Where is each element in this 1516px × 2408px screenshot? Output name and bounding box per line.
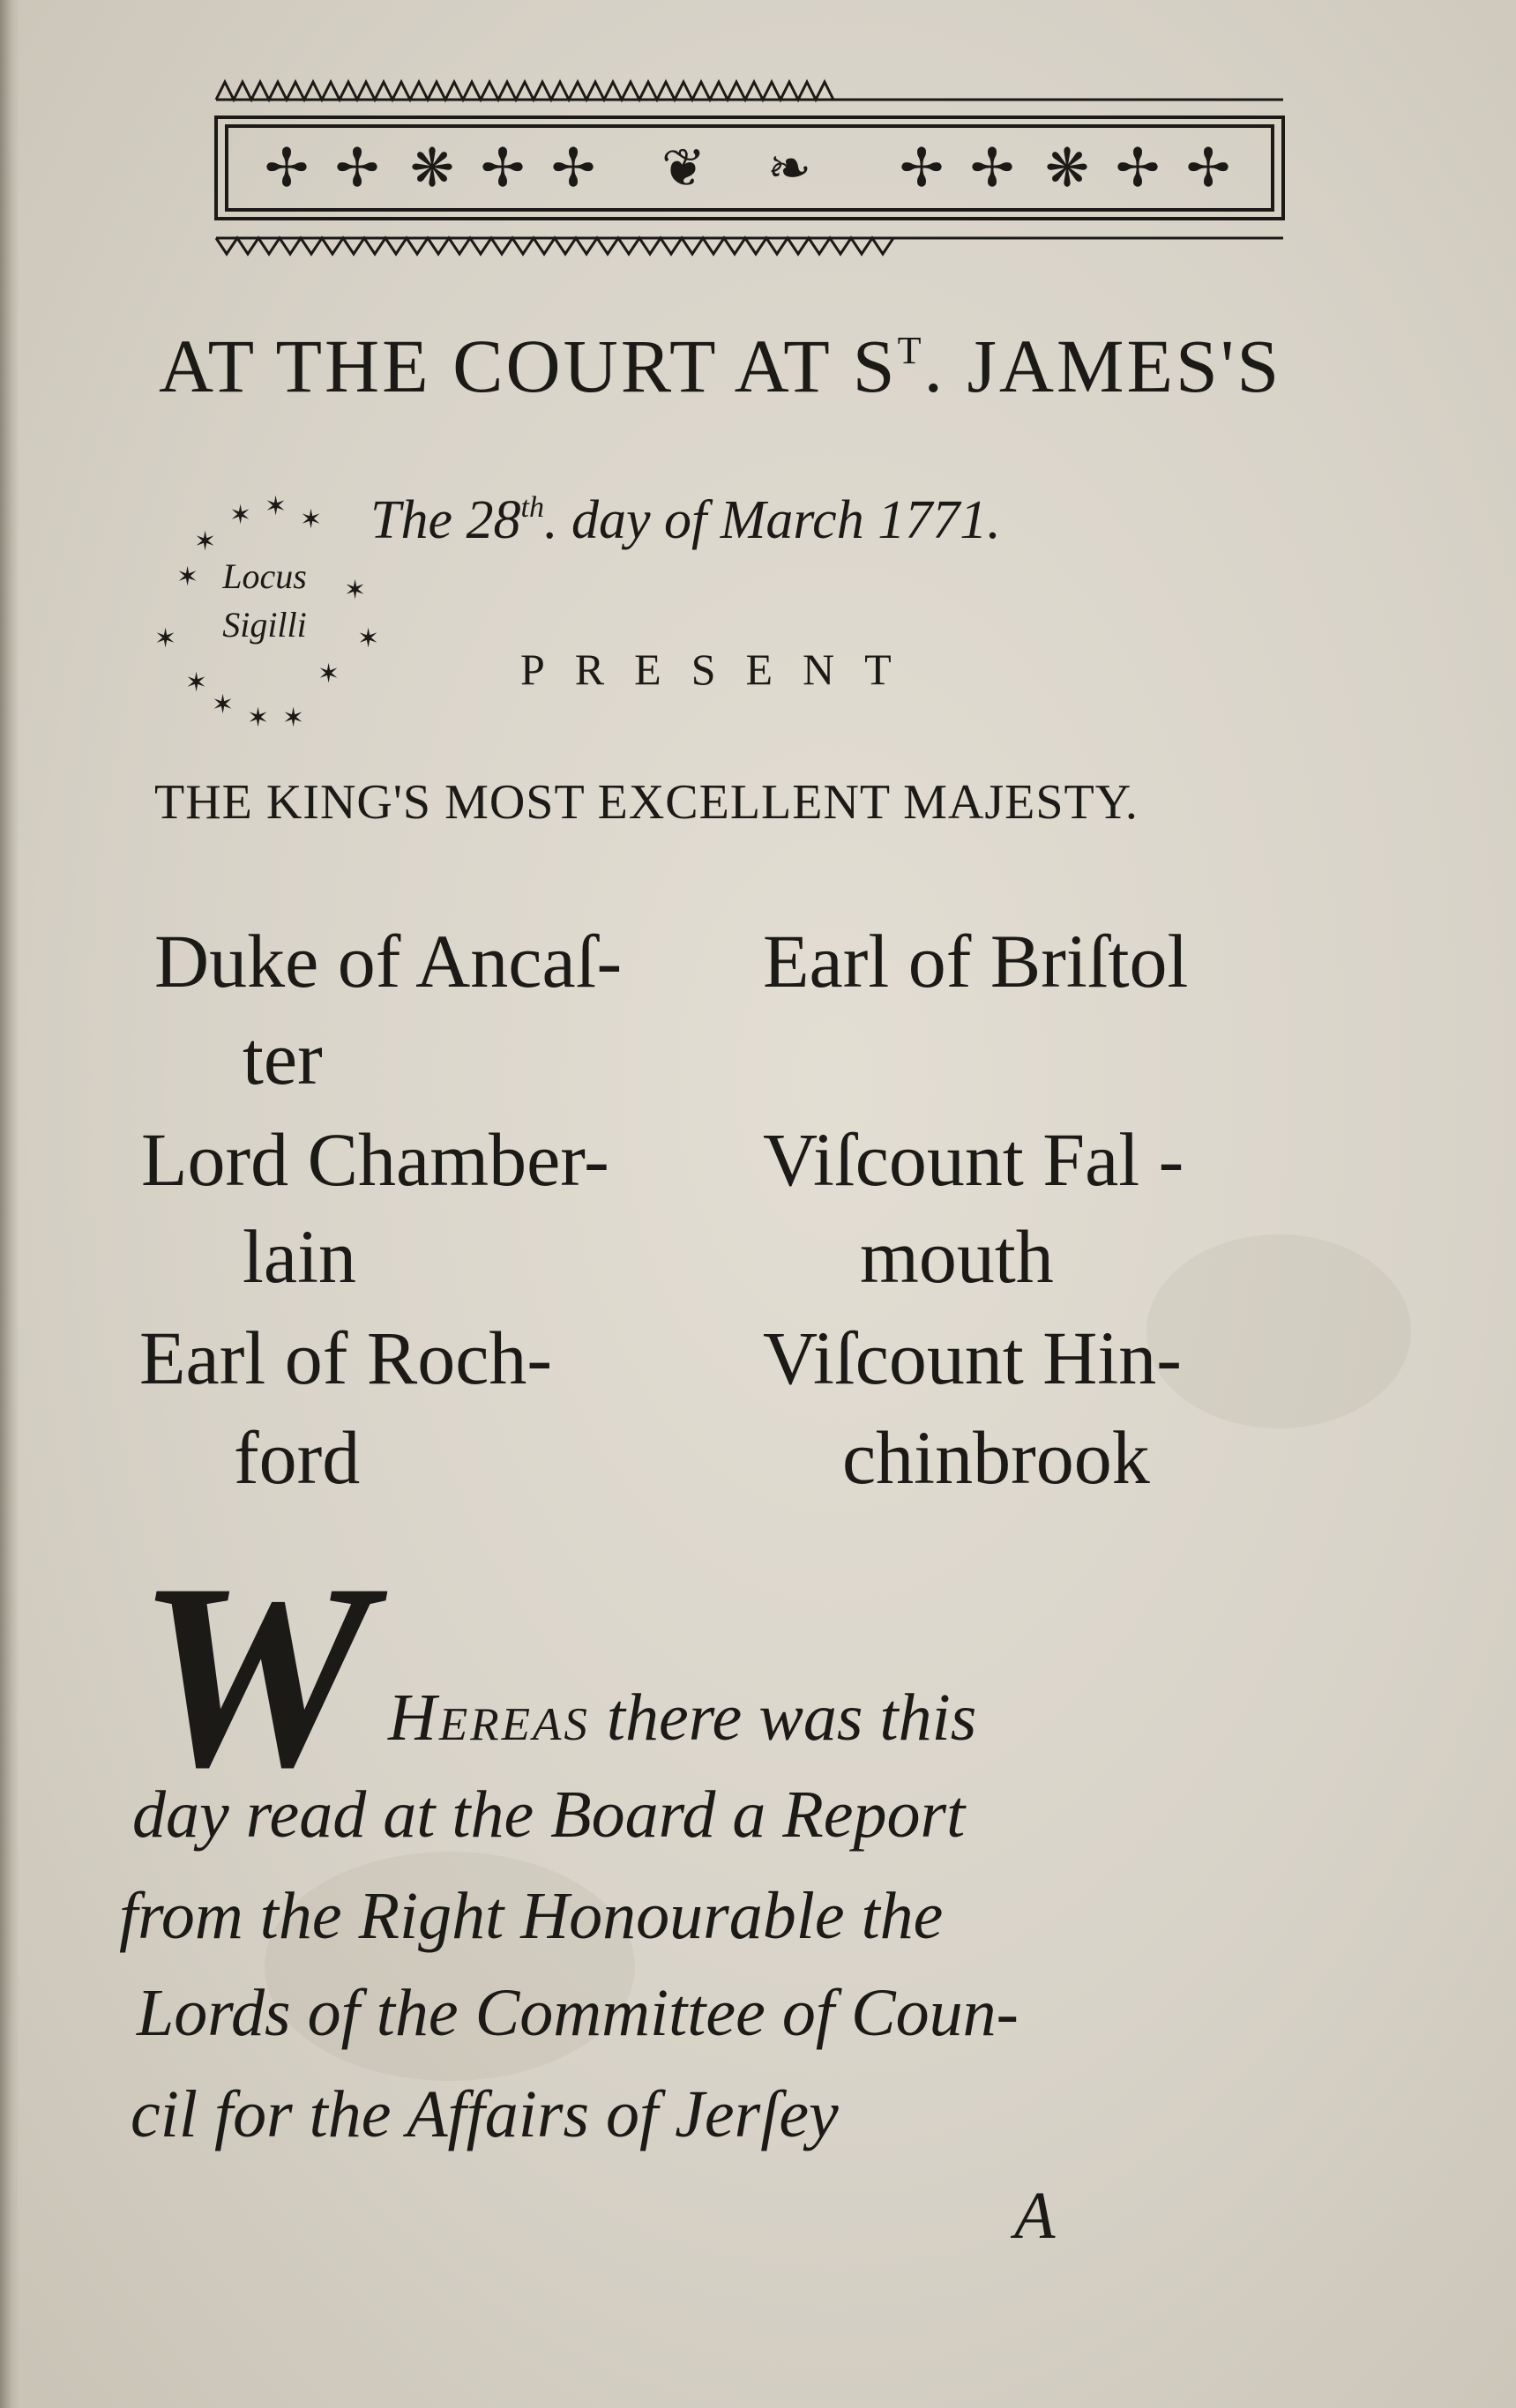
signature-mark: A — [1014, 2179, 1056, 2253]
seal-star-icon: ✶ — [229, 501, 252, 530]
body-line-2: day read at the Board a Report — [132, 1778, 966, 1852]
attendee-left-3-line2: ford — [234, 1415, 361, 1500]
present-label: PRESENT — [520, 645, 922, 694]
page-gutter-shadow — [0, 0, 19, 2408]
attendee-left-2-line2: lain — [243, 1214, 356, 1299]
seal-star-icon: ✶ — [194, 527, 217, 556]
seal-star-icon: ✶ — [185, 668, 208, 697]
seal-star-icon: ✶ — [176, 563, 199, 592]
seal-text-sigilli: Sigilli — [222, 605, 307, 645]
svg-text:✢: ✢ — [1185, 138, 1231, 199]
body-line-5: cil for the Affairs of Jerſey — [131, 2077, 839, 2151]
attendee-left-2-line1: Lord Chamber- — [141, 1117, 609, 1202]
date-line: The 28th. day of March 1771. — [370, 490, 1001, 550]
attendee-right-1-line1: Earl of Briſtol — [763, 919, 1189, 1003]
svg-text:✢: ✢ — [969, 138, 1015, 199]
seal-text-locus: Locus — [222, 556, 307, 596]
attendee-right-3-line1: Viſcount Hin- — [763, 1316, 1182, 1400]
ornamental-headpiece — [190, 66, 1310, 269]
seal-star-icon: ✶ — [300, 505, 323, 534]
svg-text:✢: ✢ — [550, 138, 596, 199]
attendee-left-3-line1: Earl of Roch- — [139, 1316, 553, 1400]
majesty-line: THE KING'S MOST EXCELLENT MAJESTY. — [154, 775, 1139, 830]
svg-text:✢: ✢ — [334, 138, 380, 199]
svg-text:❦: ❦ — [661, 138, 706, 199]
drop-cap-initial: W — [137, 1529, 372, 1822]
seal-star-icon: ✶ — [247, 704, 270, 733]
attendee-right-2-line2: mouth — [860, 1214, 1054, 1299]
court-heading: AT THE COURT AT $S^T$. JAMES'S — [159, 324, 1282, 408]
seal-star-icon: ✶ — [317, 660, 340, 689]
attendee-right-2-line1: Viſcount Fal - — [763, 1117, 1184, 1202]
seal-star-icon: ✶ — [212, 690, 235, 719]
paper-stain — [1146, 1234, 1411, 1428]
body-line-4: Lords of the Committee of Coun- — [137, 1976, 1019, 2050]
svg-text:❧: ❧ — [766, 138, 812, 199]
attendee-left-1-line1: Duke of Ancaſ- — [154, 919, 623, 1003]
attendee-left-1-line2: ter — [243, 1016, 323, 1100]
svg-text:❋: ❋ — [409, 138, 455, 199]
body-line-1: Hereas there was this — [388, 1681, 977, 1755]
seal-star-icon: ✶ — [265, 492, 288, 521]
body-line-3: from the Right Honourable the — [119, 1879, 944, 1953]
svg-text:✢: ✢ — [480, 138, 526, 199]
seal-star-icon: ✶ — [357, 624, 380, 653]
seal-star-icon: ✶ — [154, 624, 177, 653]
svg-text:✢: ✢ — [1115, 138, 1161, 199]
seal-star-icon: ✶ — [344, 576, 367, 605]
locus-sigilli-seal — [146, 494, 384, 732]
svg-text:✢: ✢ — [899, 138, 945, 199]
svg-text:✢: ✢ — [264, 138, 310, 199]
seal-star-icon: ✶ — [282, 704, 305, 733]
svg-text:❋: ❋ — [1044, 138, 1090, 199]
attendee-right-3-line2: chinbrook — [842, 1415, 1150, 1500]
